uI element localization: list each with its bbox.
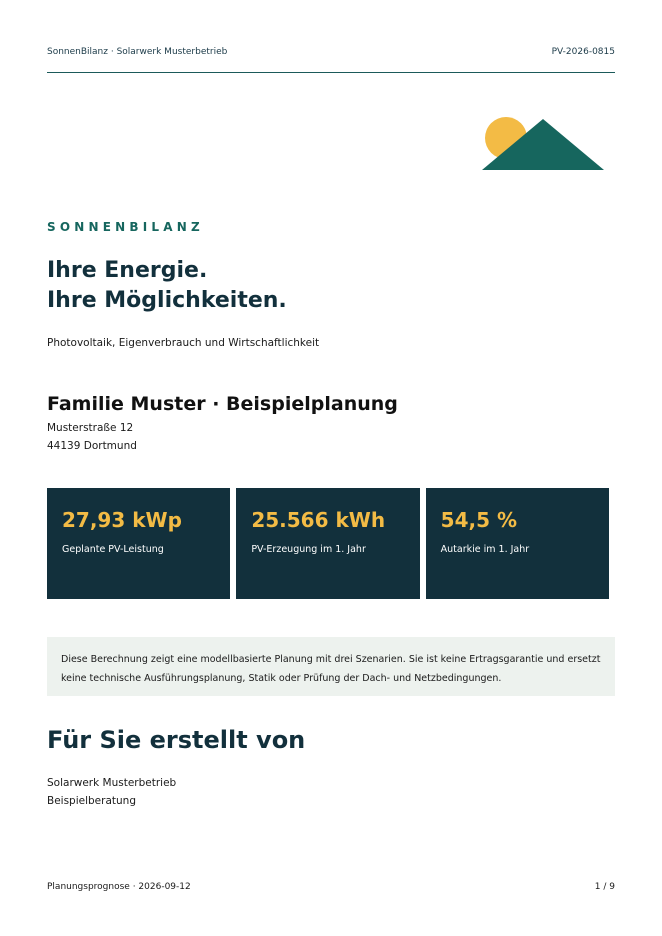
disclaimer-notice: [47, 637, 615, 696]
notice-line-2: keine technische Ausführungsplanung, Statik oder Prüfung der Dach- und Netzbedingungen.: [61, 673, 502, 684]
title-line-2: Ihre Möglichkeiten.: [47, 288, 287, 313]
sun-mountain-logo-icon: [480, 116, 604, 172]
page-number: 1 / 9: [594, 882, 615, 892]
header-divider: [47, 72, 615, 73]
kpi-card-pv-power: [47, 488, 230, 599]
created-by-heading: Für Sie erstellt von: [47, 726, 306, 754]
kpi-label: PV-Erzeugung im 1. Jahr: [251, 544, 366, 555]
page-title: [47, 256, 287, 316]
client-name: Familie Muster · Beispielplanung: [47, 393, 398, 415]
kpi-label: Geplante PV-Leistung: [62, 544, 164, 555]
notice-line-1: Diese Berechnung zeigt eine modellbasierte Planung mit drei Szenarien. Sie ist keine Ertragsgarantie und ersetzt: [61, 654, 601, 665]
title-line-1: Ihre Energie.: [47, 258, 208, 283]
document-number: PV-2026-0815: [551, 47, 615, 57]
kpi-value: 54,5 %: [440, 508, 518, 532]
brand-kicker: SONNENBILANZ: [47, 220, 204, 234]
kpi-value: 25.566 kWh: [251, 508, 386, 532]
kpi-card-pv-generation: [236, 488, 419, 599]
creator-info: [47, 774, 176, 810]
kpi-card-autarky: [426, 488, 609, 599]
creator-company: Solarwerk Musterbetrieb: [47, 777, 177, 789]
kpi-value: 27,93 kWp: [62, 508, 182, 532]
footer-info: Planungsprognose · 2026-09-12: [47, 882, 191, 892]
address-street: Musterstraße 12: [47, 422, 134, 434]
kpi-label: Autarkie im 1. Jahr: [440, 544, 530, 555]
address-city: 44139 Dortmund: [47, 440, 137, 452]
header-title: SonnenBilanz · Solarwerk Musterbetrieb: [47, 47, 228, 57]
kpi-cards: [47, 488, 609, 599]
page-subtitle: Photovoltaik, Eigenverbrauch und Wirtschaftlichkeit: [47, 337, 320, 349]
client-address: [47, 419, 137, 455]
creator-department: Beispielberatung: [47, 795, 136, 807]
